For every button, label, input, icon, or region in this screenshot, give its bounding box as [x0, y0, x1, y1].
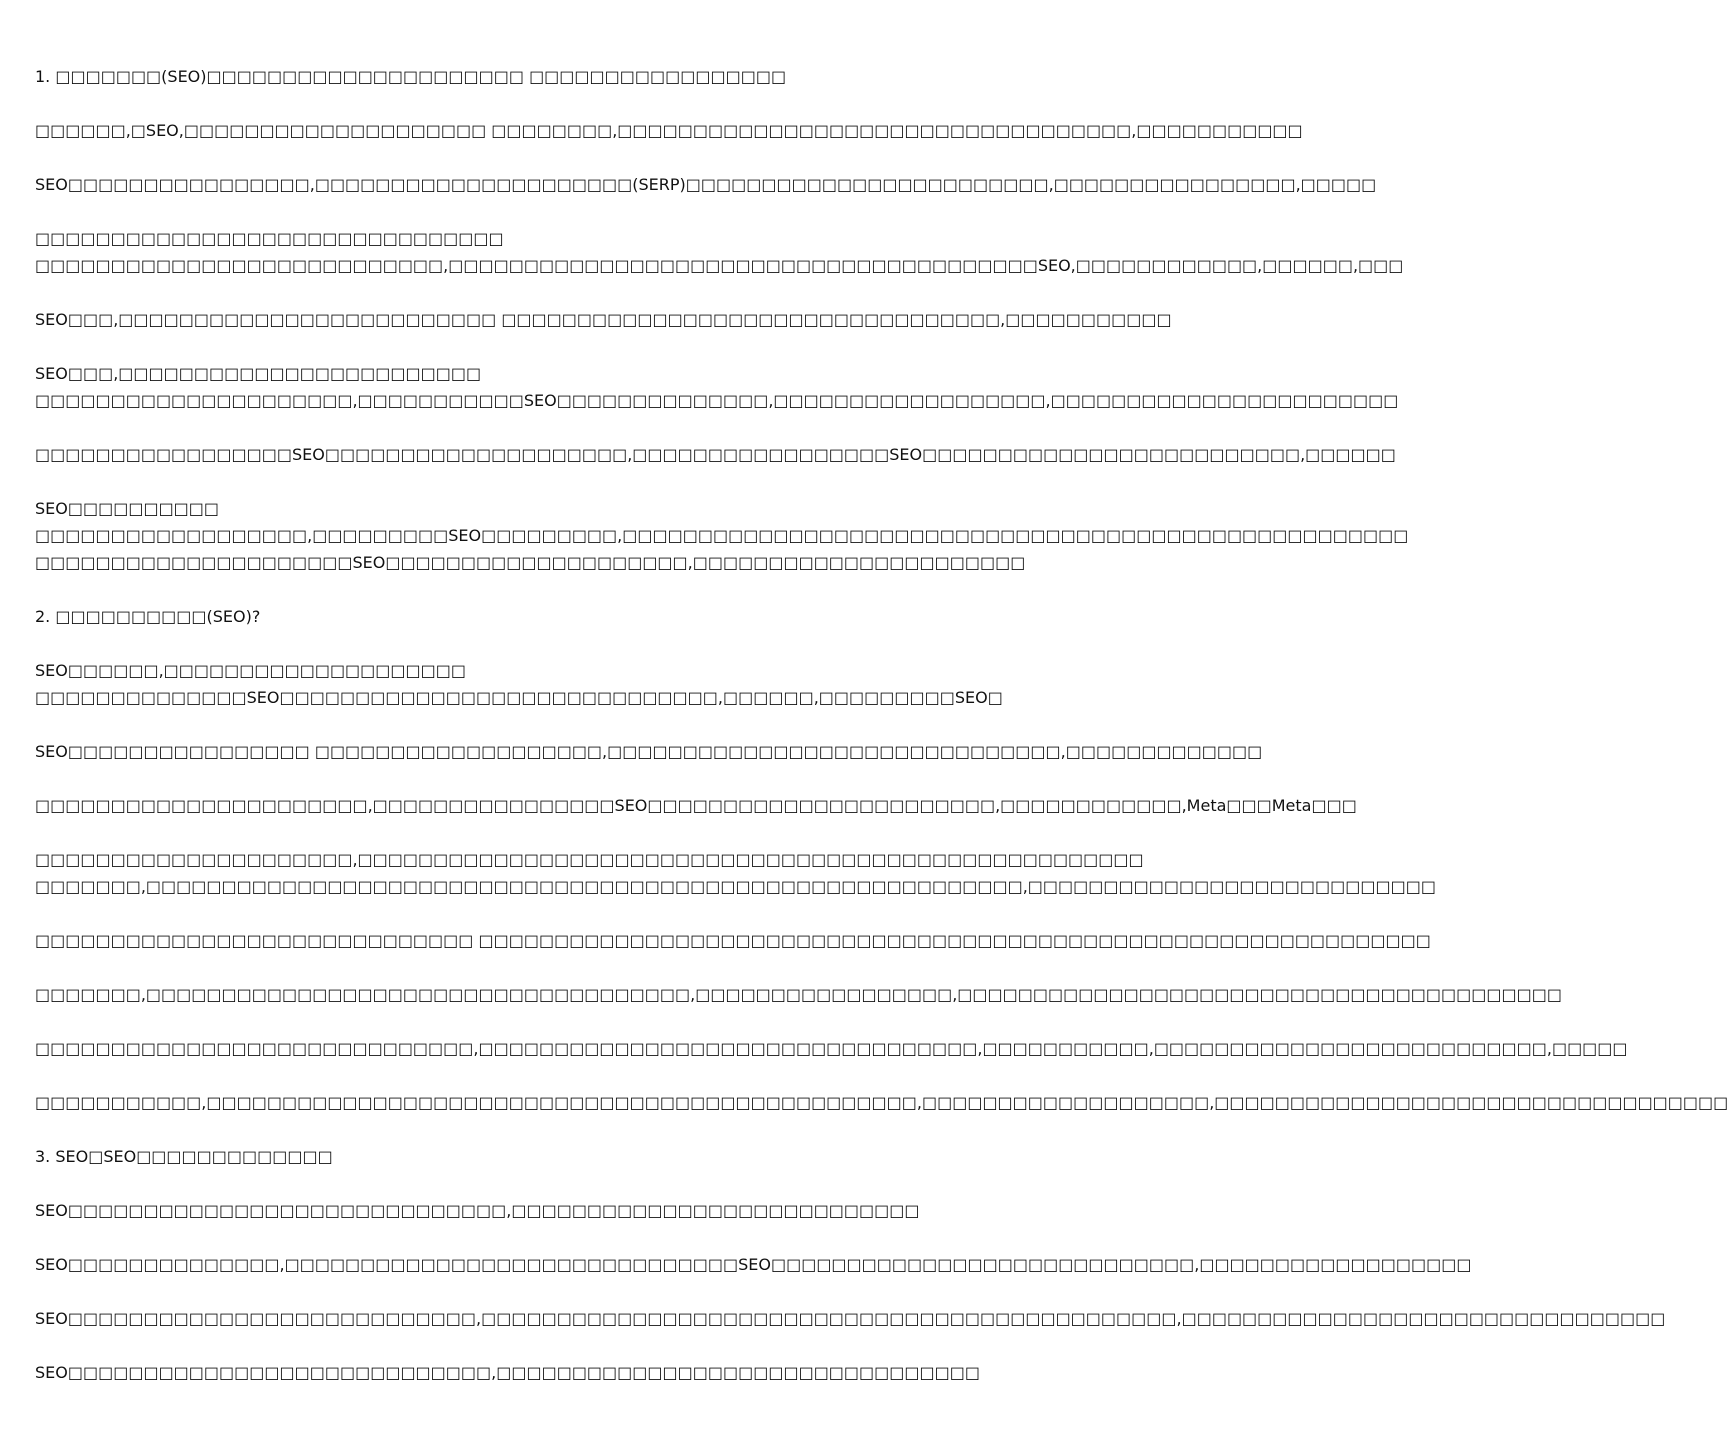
- paragraph-line: □□□□□□□□□□□□□□□□□□,□□□□□□□□□SEO□□□□□□□□□,□□□□□□□□□□□□□□□□□□□□□□□□□□□□□□□□□□□□□□□□□□□□□□□□□□□□: [35, 526, 1409, 545]
- body-paragraph: [35, 171, 1377, 198]
- paragraph-line: SEO□□□□□□□□□□: [35, 499, 220, 518]
- body-paragraph: [35, 1197, 990, 1224]
- body-paragraph: [35, 738, 1263, 765]
- body-paragraph: [35, 927, 1431, 954]
- paragraph-line: □□□□□□□□□□□□□□□□□□□□□SEO□□□□□□□□□□□□□□□□□□□□,□□□□□□□□□□□□□□□□□□□□□□: [35, 553, 1026, 572]
- heading-text: 3. SEO□SEO□□□□□□□□□□□□□: [35, 1147, 333, 1166]
- body-paragraph: [35, 657, 1003, 711]
- paragraph-line: SEO□□□,□□□□□□□□□□□□□□□□□□□□□□□□: [35, 364, 482, 383]
- paragraph-line: □□□□□□□,□□□□□□□□□□□□□□□□□□□□□□□□□□□□□□□□□□□□,□□□□□□□□□□□□□□□□□,□□□□□□□□□□□□□□□□□□□□□□□□□□□□□□□□□□□□□□□□: [35, 985, 1562, 1004]
- body-paragraph: [35, 117, 1303, 144]
- body-paragraph: [35, 1089, 1728, 1116]
- paragraph-line: SEO□□□□□□,□□□□□□□□□□□□□□□□□□□□: [35, 661, 466, 680]
- paragraph-line: □□□□□□□□□□□□□□□□□□□□□□□□□□□□□,□□□□□□□□□□□□□□□□□□□□□□□□□□□□□□□□□,□□□□□□□□□□□,□□□□□□□□□□□□□□□□□□□□□□□□□□,□□□□□: [35, 1039, 1628, 1058]
- paragraph-line: SEO□□□□□□□□□□□□□□□□,□□□□□□□□□□□□□□□□□□□□□(SERP)□□□□□□□□□□□□□□□□□□□□□□□□,□□□□□□□□□□□□□□□□,□□□□□: [35, 175, 1377, 194]
- paragraph-line: SEO□□□□□□□□□□□□□□,□□□□□□□□□□□□□□□□□□□□□□□□□□□□□□SEO□□□□□□□□□□□□□□□□□□□□□□□□□□□□,□□□□□□□□□□□□□□□□□□: [35, 1255, 1472, 1274]
- paragraph-line: □□□□□□□□□□□□□□□□□□□□□,□□□□□□□□□□□SEO□□□□□□□□□□□□□□,□□□□□□□□□□□□□□□□□□,□□□□□□□□□□□□□□□□□□□□□□□: [35, 391, 1399, 410]
- paragraph-line: □□□□□□□□□□□□□□□□□SEO□□□□□□□□□□□□□□□□□□□□,□□□□□□□□□□□□□□□□□SEO□□□□□□□□□□□□□□□□□□□□□□□□□,□□□□□□: [35, 445, 1396, 464]
- body-paragraph: [35, 1359, 990, 1386]
- body-paragraph: [35, 846, 1436, 900]
- document-page: [35, 63, 1728, 1413]
- heading-text: 1. □□□□□□□(SEO)□□□□□□□□□□□□□□□□□□□□□ □□□□□□□□□□□□□□□□□: [35, 67, 787, 86]
- body-paragraph: [35, 981, 1562, 1008]
- paragraph-line: □□□□□□□,□□□□□□□□□□□□□□□□□□□□□□□□□□□□□□□□□□□□□□□□□□□□□□□□□□□□□□□□□□,□□□□□□□□□□□□□□□□□□□□□□□□□□□: [35, 877, 1436, 896]
- section-heading: [35, 63, 990, 90]
- body-paragraph: [35, 225, 1404, 279]
- section-heading: [35, 603, 990, 630]
- paragraph-line: □□□□□□□□□□□□□□□□□□□□□,□□□□□□□□□□□□□□□□□□□□□□□□□□□□□□□□□□□□□□□□□□□□□□□□□□□□: [35, 850, 1144, 869]
- body-paragraph: [35, 792, 1357, 819]
- body-paragraph: [35, 1251, 1472, 1278]
- body-paragraph: [35, 495, 1409, 576]
- body-paragraph: [35, 441, 1396, 468]
- paragraph-line: SEO□□□□□□□□□□□□□□□□□□□□□□□□□□□□□,□□□□□□□□□□□□□□□□□□□□□□□□□□□: [35, 1201, 920, 1220]
- paragraph-line: SEO□□□□□□□□□□□□□□□□□□□□□□□□□□□□,□□□□□□□□□□□□□□□□□□□□□□□□□□□□□□□□: [35, 1363, 980, 1382]
- paragraph-line: □□□□□□□□□□□□□□□□□□□□□□□□□□□,□□□□□□□□□□□□□□□□□□□□□□□□□□□□□□□□□□□□□□□SEO,□□□□□□□□□□□□,□□□□□□,□□□: [35, 256, 1404, 275]
- paragraph-line: SEO□□□□□□□□□□□□□□□□ □□□□□□□□□□□□□□□□□□□,□□□□□□□□□□□□□□□□□□□□□□□□□□□□□□,□□□□□□□□□□□□□: [35, 742, 1263, 761]
- paragraph-line: SEO□□□□□□□□□□□□□□□□□□□□□□□□□□□,□□□□□□□□□□□□□□□□□□□□□□□□□□□□□□□□□□□□□□□□□□□□□□,□□□□□□□□□□□□□□□□□□□□□□□□□□□□□□□□: [35, 1309, 1666, 1328]
- paragraph-line: □□□□□□□□□□□□□□□□□□□□□□□□□□□□□□□: [35, 229, 504, 248]
- paragraph-line: □□□□□□□□□□□□□□SEO□□□□□□□□□□□□□□□□□□□□□□□□□□□□□,□□□□□□,□□□□□□□□□SEO□: [35, 688, 1003, 707]
- paragraph-line: SEO□□□,□□□□□□□□□□□□□□□□□□□□□□□□□ □□□□□□□□□□□□□□□□□□□□□□□□□□□□□□□□□,□□□□□□□□□□□: [35, 310, 1172, 329]
- paragraph-line: □□□□□□□□□□□□□□□□□□□□□□,□□□□□□□□□□□□□□□□SEO□□□□□□□□□□□□□□□□□□□□□□□,□□□□□□□□□□□□,Meta□□□Meta□□□: [35, 796, 1357, 815]
- body-paragraph: [35, 306, 1172, 333]
- section-heading: [35, 1143, 990, 1170]
- body-paragraph: [35, 360, 1399, 414]
- paragraph-line: □□□□□□□□□□□□□□□□□□□□□□□□□□□□□ □□□□□□□□□□□□□□□□□□□□□□□□□□□□□□□□□□□□□□□□□□□□□□□□□□□□□□□□□□□□□□□: [35, 931, 1431, 950]
- heading-text: 2. □□□□□□□□□□(SEO)?: [35, 607, 261, 626]
- paragraph-line: □□□□□□,□SEO,□□□□□□□□□□□□□□□□□□□□ □□□□□□□□,□□□□□□□□□□□□□□□□□□□□□□□□□□□□□□□□□□,□□□□□□□□□□□: [35, 121, 1303, 140]
- body-paragraph: [35, 1035, 1628, 1062]
- body-paragraph: [35, 1305, 1666, 1332]
- paragraph-line: □□□□□□□□□□□,□□□□□□□□□□□□□□□□□□□□□□□□□□□□□□□□□□□□□□□□□□□□□□□,□□□□□□□□□□□□□□□□□□□,□□□□□□□□□□□□□□□□□□□□□□□□□□□□□□□□□□: [35, 1093, 1728, 1112]
